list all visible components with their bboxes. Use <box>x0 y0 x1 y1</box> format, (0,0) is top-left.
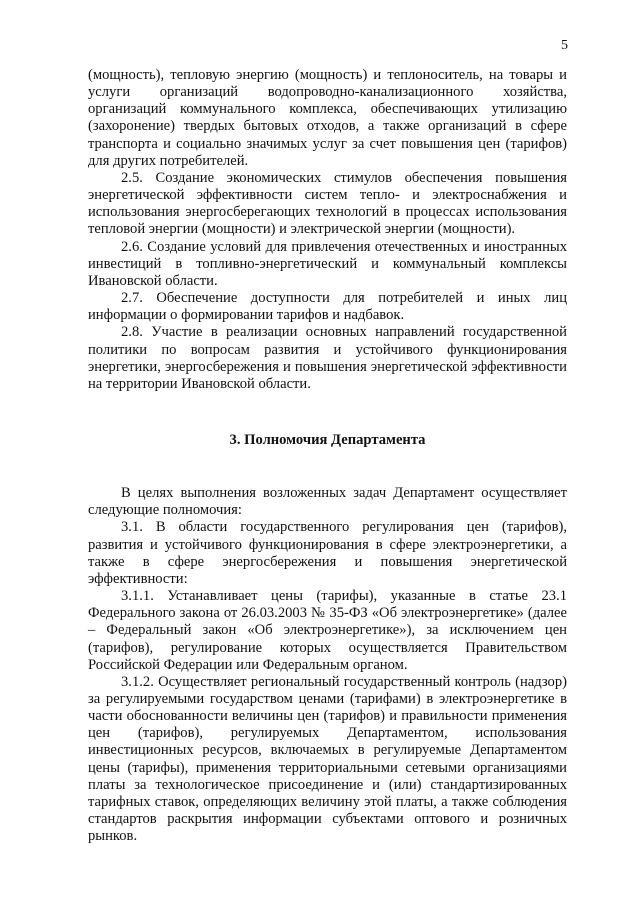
page-number: 5 <box>561 38 568 53</box>
paragraph-2-7: 2.7. Обеспечение доступности для потребителей и иных лиц информации о формировании тарифов и надбавок. <box>88 290 567 324</box>
paragraph-2-8: 2.8. Участие в реализации основных направлений государственной политики по вопросам развития и устойчивого функционирования энергетики, энергосбережения и повышения энергетической эффективности на территории Ивановской области. <box>88 324 567 392</box>
paragraph-intro: В целях выполнения возложенных задач Департамент осуществляет следующие полномочия: <box>88 485 567 519</box>
paragraph-2-6: 2.6. Создание условий для привлечения отечественных и иностранных инвестиций в топливно-энергетический и коммунальный комплексы Ивановской области. <box>88 238 567 289</box>
paragraph-3-1: 3.1. В области государственного регулирования цен (тарифов), развития и устойчивого функционирования в сфере электроэнергетики, а также в сфере энергосбережения и повышения энергетической эффективности: <box>88 519 567 587</box>
paragraph-continuation: (мощность), тепловую энергию (мощность) и теплоноситель, на товары и услуги организаций водопроводно-канализационного хозяйства, организаций коммунального комплекса, обеспечивающих утилизацию (захоронение) твердых бытовых отходов, а также организаций в сфере транспорта и социально значимых услуг за счет повышения цен (тарифов) для других потребителей. <box>88 67 567 169</box>
document-body <box>88 67 567 845</box>
paragraph-3-1-1: 3.1.1. Устанавливает цены (тарифы), указанные в статье 23.1 Федерального закона от 26.03.2003 № 35-ФЗ «Об электроэнергетике» (далее – Федеральный закон «Об электроэнергетике»), за исключением цен (тарифов), регулирование которых осуществляется Правительством Российской Федерации или Федеральным органом. <box>88 588 567 673</box>
paragraph-2-5: 2.5. Создание экономических стимулов обеспечения повышения энергетической эффективности систем тепло- и электроснабжения и использования энергосберегающих технологий в процессах использования тепловой энергии (мощности) и электрической энергии (мощности). <box>88 169 567 238</box>
section-heading: 3. Полномочия Департамента <box>229 431 426 448</box>
paragraph-3-1-2: 3.1.2. Осуществляет региональный государственный контроль (надзор) за регулируемыми государством ценами (тарифами) в электроэнергетике в части обоснованности величины цен (тарифов) и правильности применения цен (тарифов), регулируемых Департаментом, использования инвестиционных ресурсов, включаемых в регулируемые Департаментом цены (тарифы), применения территориальными сетевыми организациями платы за технологическое присоединение и (или) стандартизированных тарифных ставок, определяющих величину этой платы, а также соблюдения стандартов раскрытия информации субъектами оптового и розничных рынков. <box>88 673 567 845</box>
